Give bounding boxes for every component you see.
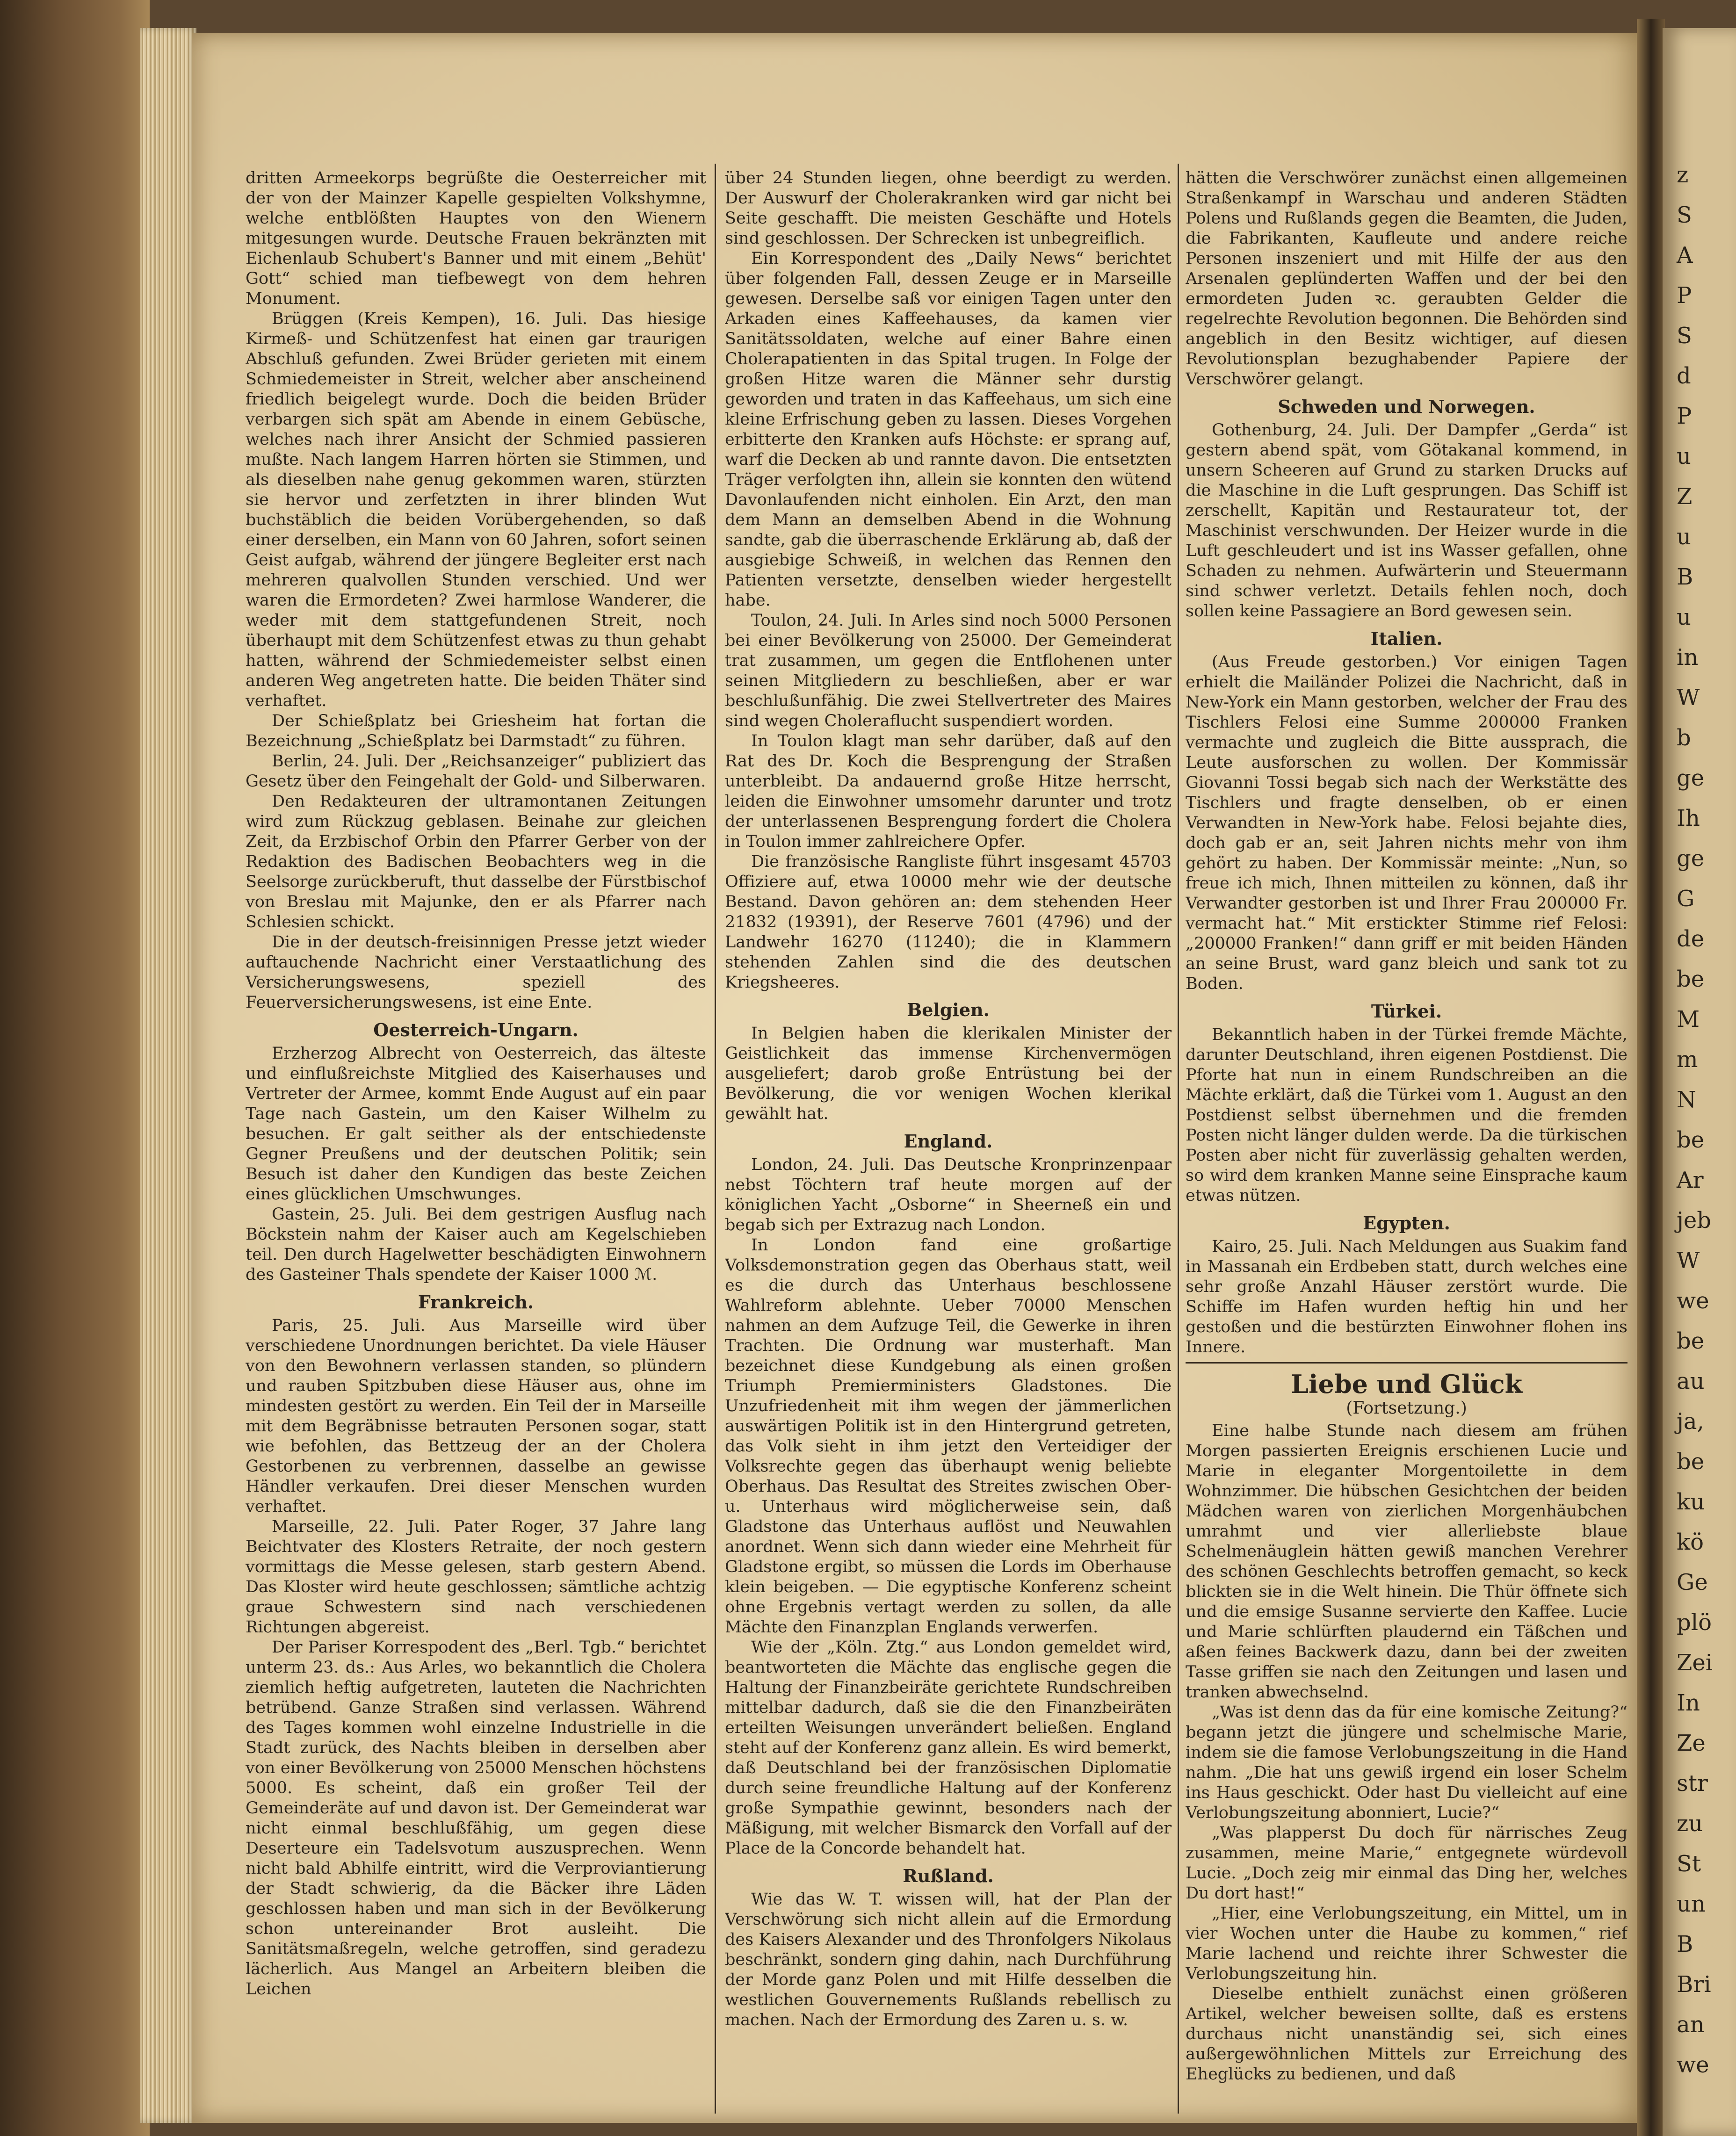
article-paragraph: Paris, 25. Juli. Aus Marseille wird über verschiedene Unordnungen berichtet. Da viele Häuser von den Bewohnern verlassen standen, so plündern und rauben Spitzbuben diese Häuser aus, ohne im mindesten gestört zu werden. Ein Teil der in Marseille mit dem Begräbnisse betrauten Personen sogar, statt wie befohlen, das Bettzeug der an der Cholera Gestorbenen zu verbrennen, dasselbe an gewisse Händler verkaufen. Drei dieser Menschen wurden verhaftet. bbox=[246, 1316, 706, 1516]
facing-page-fragment: u bbox=[1677, 524, 1691, 550]
article-paragraph: „Was plapperst Du doch für närrisches Zeug zusammen, meine Marie,“ entgegnete würdevoll Lucie. „Doch zeig mir einmal das Ding her, welches Du dort hast!“ bbox=[1186, 1824, 1628, 1903]
facing-page-fragment: z bbox=[1677, 162, 1689, 188]
facing-page-fragment: A bbox=[1677, 242, 1693, 268]
facing-page-fragment: P bbox=[1677, 282, 1692, 309]
section-heading: England. bbox=[904, 1131, 993, 1152]
article-paragraph: London, 24. Juli. Das Deutsche Kronprinzenpaar nebst Töchtern traf heute morgen auf der königlichen Yacht „Osborne“ in Sheerneß ein und begab sich per Extrazug nach London. bbox=[725, 1155, 1172, 1234]
section-heading: Rußland. bbox=[903, 1865, 994, 1886]
facing-page-fragment: be bbox=[1677, 966, 1705, 992]
facing-page-fragment: W bbox=[1677, 685, 1700, 711]
article-paragraph: Toulon, 24. Juli. In Arles sind noch 5000 Personen bei einer Bevölkerung von 25000. Der Gemeinderat trat zusammen, um gegen die Entflohenen unter seinen Mitgliedern zu beschließen, aber er war beschlußunfähig. Die zwei Stellvertreter des Maires sind wegen Choleraflucht suspendiert worden. bbox=[725, 611, 1172, 730]
article-paragraph: Wie das W. T. wissen will, hat der Plan der Verschwörung sich nicht allein auf die Ermordung des Kaisers Alexander und des Thronfolgers Nikolaus beschränkt, sondern ging dahin, nach Durchführung der Morde ganz Polen und mit Hilfe desselben die westlichen Gouvernements Rußlands rebellisch zu machen. Nach der Ermordung des Zaren u. s. w. bbox=[725, 1890, 1172, 2029]
article-paragraph: In Belgien haben die klerikalen Minister der Geistlichkeit das immense Kirchenvermögen ausgeliefert; darob große Entrüstung bei der Bevölkerung, die vor wenigen Wochen klerikal gewählt hat. bbox=[725, 1024, 1172, 1123]
facing-page-fragment: un bbox=[1677, 1891, 1706, 1917]
article-paragraph: „Hier, eine Verlobungszeitung, ein Mittel, um in vier Wochen unter die Haube zu kommen,“ rief Marie lachend und reichte ihrer Schwester die Verlobungszeitung hin. bbox=[1186, 1904, 1628, 1983]
article-paragraph: Bekanntlich haben in der Türkei fremde Mächte, darunter Deutschland, ihren eigenen Postdienst. Die Pforte hat nun in einem Rundschreiben an die Mächte erklärt, daß die Türkei vom 1. August an den Postdienst selbst übernehmen und die fremden Posten nicht länger dulden werde. Da die türkischen Posten aber nicht für zuverlässig gehalten werden, so wird dem kranken Manne seine Einsprache kaum etwas nützen. bbox=[1186, 1025, 1628, 1205]
facing-page-edge bbox=[1663, 28, 1736, 2136]
facing-page-fragment: u bbox=[1677, 443, 1691, 469]
article-paragraph: Eine halbe Stunde nach diesem am frühen Morgen passierten Ereignis erschienen Lucie und Marie in eleganter Morgentoilette in dem Wohnzimmer. Die hübschen Gesichtchen der beiden Mädchen waren von zierlichen Morgenhäubchen umrahmt und vier allerliebste blaue Schelmenäuglein hätten gewiß manchen Verehrer des schönen Geschlechts betroffen gemacht, so keck blickten sie in die Welt hinein. Die Thür öffnete sich und die emsige Susanne servierte den Kaffee. Lucie und Marie schlürften plaudernd ein Täßchen und aßen feines Backwerk dazu, dann bei der zweiten Tasse griffen sie nach den Zeitungen und lasen und tranken abwechselnd. bbox=[1186, 1422, 1628, 1702]
feuilleton-subtitle: (Fortsetzung.) bbox=[1346, 1399, 1467, 1418]
article-paragraph: hätten die Verschwörer zunächst einen allgemeinen Straßenkampf in Warschau und anderen Städten Polens und Rußlands gegen die Beamten, die Juden, die Fabrikanten, Kaufleute und andere reiche Personen inszeniert und mit Hilfe der aus den Arsenalen geplünderten Waffen und der bei den ermordeten Juden ꝛc. geraubten Gelder die regelrechte Revolution begonnen. Die Behörden sind angeblich in den Besitz wichtiger, auf diesen Revolutionsplan bezughabender Papiere der Verschwörer gelangt. bbox=[1186, 169, 1628, 389]
facing-page-fragment: ku bbox=[1677, 1489, 1705, 1515]
facing-page-fragment: Z bbox=[1677, 483, 1693, 510]
facing-page-fragment: Ze bbox=[1677, 1730, 1706, 1756]
article-paragraph: In London fand eine großartige Volksdemonstration gegen das Oberhaus statt, weil es die durch das Unterhaus beschlossene Wahlreform ablehnte. Ueber 70000 Menschen nahmen an dem Aufzuge Teil, die Gewerke in ihren Trachten. Die Ordnung war musterhaft. Man bezeichnet diese Kundgebung als einen großen Triumph Premierministers Gladstones. Die Unzufriedenheit mit ihm wegen der jämmerlichen auswärtigen Politik ist in den Hintergrund getreten, das Volk sieht in ihm jetzt den Verteidiger der Volksrechte gegen das überhaupt wenig beliebte Oberhaus. Das Resultat des Streites zwischen Ober- u. Unterhaus wird möglicherweise sein, daß Gladstone das Unterhaus auflöst und Neuwahlen anordnet. Wenn sich dann wieder eine Mehrheit für Gladstone ergibt, so müssen die Lords im Oberhause klein beigeben. — Die egyptische Konferenz scheint ohne Ergebnis vertagt werden zu sollen, da alle Mächte den Finanzplan Englands verwerfen. bbox=[725, 1236, 1172, 1637]
facing-page-fragment: plö bbox=[1677, 1609, 1712, 1636]
article-paragraph: Gothenburg, 24. Juli. Der Dampfer „Gerda“ ist gestern abend spät, vom Götakanal kommend, in unsern Scheeren auf Grund zu starken Drucks auf die Maschine in die Luft gesprungen. Das Schiff ist zerschellt, Kapitän und Restaurateur tot, der Maschinist verschwunden. Der Heizer wurde in die Luft geschleudert und ist ins Wasser gefallen, ohne Schaden zu nehmen. Aufwärterin und Steuermann sind schwer verletzt. Details fehlen noch, doch sollen keine Passagiere an Bord gewesen sein. bbox=[1186, 421, 1628, 621]
feuilleton-title: Liebe und Glück bbox=[1290, 1369, 1523, 1399]
facing-page-fragment: Ar bbox=[1677, 1167, 1704, 1193]
facing-page-fragment: ja, bbox=[1677, 1408, 1704, 1435]
book-gutter bbox=[1637, 19, 1665, 2136]
facing-page-fragment: u bbox=[1677, 604, 1691, 630]
article-paragraph: Dieselbe enthielt zunächst einen größeren Artikel, welcher beweisen sollte, daß es erstens durchaus nicht unanständig sei, sich eines außergewöhnlichen Mittels zur Erreichung des Eheglücks zu bedienen, und daß bbox=[1186, 1984, 1628, 2084]
facing-page-fragment: in bbox=[1677, 644, 1699, 671]
facing-page-fragment: S bbox=[1677, 202, 1692, 228]
article-paragraph: dritten Armeekorps begrüßte die Oesterreicher mit der von der Mainzer Kapelle gespielten Volkshymne, welche entblößten Hauptes von den Wienern mitgesungen wurde. Deutsche Frauen bekränzten mit Eichenlaub Schubert's Banner und mit einem „Behüt' Gott“ schied man tiefbewegt von dem hehren Monument. bbox=[246, 169, 706, 308]
facing-page-fragment: G bbox=[1677, 886, 1695, 912]
article-paragraph: Ein Korrespondent des „Daily News“ berichtet über folgenden Fall, dessen Zeuge er in Marseille gewesen. Derselbe saß vor einigen Tagen unter den Arkaden eines Kaffeehauses, da kamen vier Sanitätssoldaten, welche auf einer Bahre einen Cholerapatienten in das Spital trugen. In Folge der großen Hitze waren die Männer sehr durstig geworden und traten in das Kaffeehaus, um sich eine kleine Erfrischung geben zu lassen. Dieses Vorgehen erbitterte den Kranken aufs Höchste: er sprang auf, warf die Decken ab und rannte davon. Die entsetzten Träger verfolgten ihn, allein sie konnten den wütend Davonlaufenden nicht einholen. Ein Arzt, den man dem Mann an demselben Abend in die Wohnung sandte, gab die überraschende Erklärung ab, daß der ausgiebige Schweiß, in welchen das Rennen den Patienten versetzte, denselben wieder hergestellt habe. bbox=[725, 249, 1172, 610]
article-paragraph: über 24 Stunden liegen, ohne beerdigt zu werden. Der Auswurf der Cholerakranken wird gar nicht bei Seite geschafft. Die meisten Geschäfte und Hotels sind geschlossen. Der Schrecken ist unbegreiflich. bbox=[725, 169, 1172, 248]
article-paragraph: Die in der deutsch-freisinnigen Presse jetzt wieder auftauchende Nachricht einer Verstaatlichung des Versicherungswesens, speziell des Feuerversicherungswesens, ist eine Ente. bbox=[246, 933, 706, 1012]
text-column-1 bbox=[246, 168, 706, 2109]
facing-page-fragment: P bbox=[1677, 403, 1692, 429]
section-heading: Frankreich. bbox=[418, 1292, 534, 1313]
section-divider bbox=[1186, 1362, 1628, 1364]
article-paragraph: Berlin, 24. Juli. Der „Reichsanzeiger“ publiziert das Gesetz über den Feingehalt der Gold- und Silberwaren. bbox=[246, 752, 706, 791]
facing-page-fragment: jeb bbox=[1677, 1207, 1712, 1234]
article-paragraph: Der Schießplatz bei Griesheim hat fortan die Bezeichnung „Schießplatz bei Darmstadt“ zu führen. bbox=[246, 712, 706, 750]
facing-page-fragment: d bbox=[1677, 363, 1691, 389]
article-paragraph: Kairo, 25. Juli. Nach Meldungen aus Suakim fand in Massanah ein Erdbeben statt, durch welches eine sehr große Anzahl Häuser zerstört wurde. Die Schiffe im Hafen wurden heftig hin und her gestoßen und die bestürzten Einwohner flohen ins Innere. bbox=[1186, 1237, 1628, 1357]
section-heading: Belgien. bbox=[907, 999, 990, 1020]
section-heading: Oesterreich-Ungarn. bbox=[373, 1019, 579, 1040]
facing-page-fragment: au bbox=[1677, 1368, 1705, 1394]
facing-page-fragment: W bbox=[1677, 1248, 1700, 1274]
facing-page-fragment: zu bbox=[1677, 1811, 1703, 1837]
facing-page-fragment: be bbox=[1677, 1127, 1705, 1153]
column-rule bbox=[715, 164, 716, 2114]
page-stack-edge bbox=[140, 28, 196, 2123]
article-paragraph: „Was ist denn das da für eine komische Zeitung?“ begann jetzt die jüngere und schelmische Marie, indem sie die famose Verlobungszeitung in die Hand nahm. „Die hat uns gewiß irgend ein loser Schelm ins Haus geschickt. Oder hast Du vielleicht auf eine Verlobungszeitung abonniert, Lucie?“ bbox=[1186, 1703, 1628, 1822]
article-paragraph: Den Redakteuren der ultramontanen Zeitungen wird zum Rückzug geblasen. Beinahe zur gleichen Zeit, da Erzbischof Orbin den Pfarrer Gerber von der Redaktion des Badischen Beobachters weg in die Seelsorge zurückberuft, thut dasselbe der Fürstbischof von Breslau mit Majunke, den er als Pfarrer nach Schlesien schickt. bbox=[246, 792, 706, 931]
section-heading: Italien. bbox=[1370, 628, 1443, 649]
article-paragraph: Wie der „Köln. Ztg.“ aus London gemeldet wird, beantworteten die Mächte das englische gegen die Haltung der Finanzbeiräte gerichtete Rundschreiben mittelbar dadurch, daß sie die den Finanzbeiräten erteilten Weisungen unverändert beließen. England steht auf der Konferenz ganz allein. Es wird bemerkt, daß Deutschland bei der französischen Diplomatie durch seine freundliche Haltung auf der Konferenz große Sympathie gewinnt, besonders nach der Mäßigung, mit welcher Bismarck den Vorfall auf der Place de la Concorde behandelt hat. bbox=[725, 1638, 1172, 1858]
facing-page-fragment: b bbox=[1677, 725, 1691, 751]
facing-page-fragment: be bbox=[1677, 1449, 1705, 1475]
facing-page-fragment: Bri bbox=[1677, 1971, 1711, 1998]
article-paragraph: Brüggen (Kreis Kempen), 16. Juli. Das hiesige Kirmeß- und Schützenfest hat einen gar traurigen Abschluß gefunden. Zwei Brüder gerieten mit einem Schmiedemeister in Streit, welcher aber anscheinend friedlich beigelegt wurde. Doch die beiden Brüder verbargen sich spät am Abende in einem Gebüsche, welches nach ihrer Ansicht der Schmied passieren mußte. Nach langem Harren hörten sie Stimmen, und als dieselben nahe genug gekommen waren, stürzten sie hervor und zerfetzten in ihrer blinden Wut buchstäblich die beiden Vorübergehenden, so daß einer derselben, ein Mann von 60 Jahren, sofort seinen Geist aufgab, während der jüngere Begleiter erst nach mehreren qualvollen Stunden verschied. Und wer waren die Ermordeten? Zwei harmlose Wanderer, die weder mit dem stattgefundenen Streit, noch überhaupt mit dem Schützenfest etwas zu thun gehabt hatten, während der Schmiedemeister selbst einen anderen Weg angetreten hatte. Die beiden Thäter sind verhaftet. bbox=[246, 310, 706, 710]
facing-page-fragment: Zei bbox=[1677, 1650, 1713, 1676]
facing-page-fragment: S bbox=[1677, 323, 1692, 349]
facing-page-fragment: kö bbox=[1677, 1529, 1704, 1555]
text-column-2 bbox=[725, 168, 1172, 2109]
column-rule bbox=[1178, 164, 1179, 2114]
facing-page-fragment: M bbox=[1677, 1006, 1700, 1032]
facing-page-fragment: str bbox=[1677, 1770, 1708, 1797]
article-paragraph: Erzherzog Albrecht von Oesterreich, das älteste und einflußreichste Mitglied des Kaiserhauses und Vertreter der Armee, kommt Ende August auf ein paar Tage nach Gastein, um den Kaiser Wilhelm zu besuchen. Er galt seither als der entschiedenste Gegner Preußens und der deutschen Politik; sein Besuch ist daher den Kundigen das beste Zeichen eines glücklichen Umschwunges. bbox=[246, 1044, 706, 1204]
section-heading: Schweden und Norwegen. bbox=[1278, 396, 1535, 417]
article-paragraph: Gastein, 25. Juli. Bei dem gestrigen Ausflug nach Böckstein nahm der Kaiser auch am Kegelschieben teil. Den durch Hagelwetter beschädigten Einwohnern des Gasteiner Thals spendete der Kaiser 1000 ℳ. bbox=[246, 1205, 706, 1284]
facing-page-fragment: N bbox=[1677, 1087, 1696, 1113]
facing-page-fragment: B bbox=[1677, 1931, 1693, 1957]
facing-page-fragment: ge bbox=[1677, 845, 1705, 872]
facing-page-fragment: B bbox=[1677, 564, 1693, 590]
facing-page-fragment: an bbox=[1677, 2012, 1705, 2038]
facing-page-fragment: m bbox=[1677, 1046, 1698, 1073]
facing-page-fragment: ge bbox=[1677, 765, 1705, 791]
facing-page-fragment: de bbox=[1677, 926, 1705, 952]
section-heading: Türkei. bbox=[1371, 1001, 1442, 1022]
facing-page-fragment: In bbox=[1677, 1690, 1700, 1716]
section-heading: Egypten. bbox=[1363, 1212, 1450, 1234]
facing-page-fragment: Ge bbox=[1677, 1569, 1708, 1595]
article-paragraph: Der Pariser Korrespodent des „Berl. Tgb.“ berichtet unterm 23. ds.: Aus Arles, wo bekanntlich die Cholera ziemlich heftig aufgetreten, lauteten die Nachrichten betrübend. Ganze Straßen sind verlassen. Während des Tages kommen wohl einzelne Industrielle in die Stadt zurück, des Nachts bleiben in derselben aber von einer Bevölkerung von 25000 Menschen höchstens 5000. Es scheint, daß ein großer Teil der Gemeinderäte auf und davon ist. Der Gemeinderat war nicht einmal beschlußfähig, um gegen diese Deserteure ein Tadelsvotum auszusprechen. Wenn nicht bald Abhilfe eintritt, wird die Verproviantierung der Stadt schwierig, da die Bäcker ihre Läden geschlossen haben und man sich in der Bevölkerung schon untereinander Brot ausleiht. Die Sanitätsmaßregeln, welche getroffen, sind geradezu lächerlich. Aus Mangel an Arbeitern bleiben die Leichen bbox=[246, 1638, 706, 1999]
article-paragraph: Die französische Rangliste führt insgesamt 45703 Offiziere auf, etwa 10000 mehr wie der deutsche Bestand. Davon gehören an: dem stehenden Heer 21832 (19391), der Reserve 7601 (4796) und der Landwehr 16270 (11240); die in Klammern stehenden Zahlen sind die des deutschen Kriegsheeres. bbox=[725, 852, 1172, 992]
article-paragraph: In Toulon klagt man sehr darüber, daß auf den Rat des Dr. Koch die Besprengung der Straßen unterbleibt. Da andauernd große Hitze herrscht, leiden die Einwohner umsomehr darunter und trotz der unterlassenen Besprengung fordert die Cholera in Toulon immer zahlreichere Opfer. bbox=[725, 732, 1172, 851]
article-paragraph: Marseille, 22. Juli. Pater Roger, 37 Jahre lang Beichtvater des Klosters Retraite, der noch gestern vormittags die Messe gelesen, starb gestern Abend. Das Kloster wird heute geschlossen; sämtliche achtzig graue Schwestern sind nach verschiedenen Richtungen abgereist. bbox=[246, 1517, 706, 1637]
facing-page-fragment: we bbox=[1677, 2052, 1709, 2078]
facing-page-fragment: we bbox=[1677, 1288, 1709, 1314]
book-cover-edge bbox=[0, 0, 150, 2136]
facing-page-fragment: St bbox=[1677, 1851, 1701, 1877]
article-paragraph: (Aus Freude gestorben.) Vor einigen Tagen erhielt die Mailänder Polizei die Nachricht, daß in New-York ein Mann gestorben, welcher der Frau des Tischlers Felosi eine Summe 200000 Franken vermachte und zugleich die Bitte aussprach, die Leute ausforschen zu wollen. Der Kommissär Giovanni Tossi begab sich nach der Werkstätte des Tischlers und fragte denselben, ob er einen Verwandten in New-York habe. Felosi bejahte dies, doch gab er an, seit Jahren nichts mehr von ihm gehört zu haben. Der Kommissär meinte: „Nun, so freue ich mich, Ihnen mitteilen zu können, daß ihr Verwandter gestorben ist und Ihrer Frau 200000 Fr. vermacht hat.“ Mit erstickter Stimme rief Felosi: „200000 Franken!“ dann griff er mit beiden Händen an seine Brust, ward ganz bleich und sank tot zu Boden. bbox=[1186, 653, 1628, 993]
text-column-3 bbox=[1186, 168, 1628, 2109]
facing-page-fragment: Ih bbox=[1677, 805, 1700, 831]
facing-page-fragment: be bbox=[1677, 1328, 1705, 1354]
